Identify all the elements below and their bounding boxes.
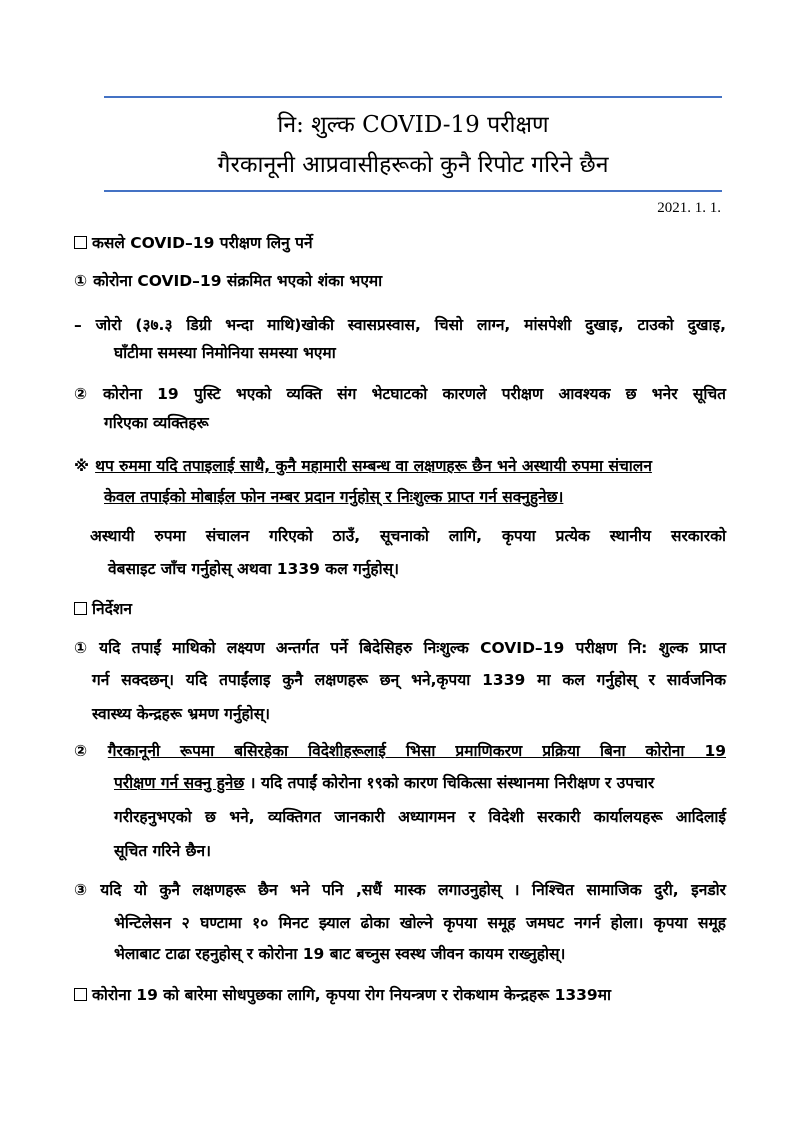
instruction-2-line-4: सूचित गरिने छैन। xyxy=(114,842,211,860)
who-item-2-line-1 xyxy=(74,383,726,405)
page-title: नि: शुल्क COVID-19 परीक्षण xyxy=(277,112,549,138)
instruction-2-line-1 xyxy=(74,740,726,762)
page-subtitle: गैरकानूनी आप्रवासीहरूको कुनै रिपोट गरिने छैन xyxy=(217,152,609,178)
instruction-3-line-3: भेलाबाट टाढा रहनुहोस् र कोरोना 19 बाट बच्नुस स्वस्थ जीवन कायम राख्नुहोस्। xyxy=(114,945,566,963)
instruction-3-line-1 xyxy=(74,879,726,901)
checkbox-square-icon xyxy=(74,236,87,249)
section-instructions-heading xyxy=(74,598,132,620)
symptoms-line-1: – जोरो (३७.३ डिग्री भन्दा माथि)खोकी स्वासप्रस्वास, चिसो लाग्न, मांसपेशी दुखाइ, टाउको दुखाइ, xyxy=(74,316,726,334)
note-text-2: केवल तपाईको मोबाईल फोन नम्बर प्रदान गर्नुहोस् र निःशुल्क प्राप्त गर्न सक्नुहुनेछ। xyxy=(104,488,564,506)
instruction-1-text-1: यदि तपाईं माथिको लक्ष्यण अन्तर्गत पर्ने बिदेसिहरु निःशुल्क COVID–19 परीक्षण नि: शुल्क प्राप्त xyxy=(99,639,726,657)
inquiry-line xyxy=(74,984,726,1006)
instruction-2-text-2: । यदि तपाईं कोरोना १९को कारण चिकित्सा संस्थानमा निरीक्षण र उपचार xyxy=(244,774,655,792)
temp-sites-line-2: वेबसाइट जाँच गर्नुहोस् अथवा 1339 कल गर्नुहोस्। xyxy=(108,560,400,578)
note-text-1: थप रुममा यदि तपाइलाई साथै, कुनै महामारी सम्बन्ध वा लक्षणहरू छैन भने अस्थायी रुपमा संचालन xyxy=(95,457,652,475)
who-item-2-line-2: गरिएका व्यक्तिहरू xyxy=(104,414,209,432)
section-who-heading-text: कसले COVID–19 परीक्षण लिनु पर्ने xyxy=(92,234,313,252)
checkbox-square-icon xyxy=(74,988,87,1001)
circled-one-icon: ① xyxy=(74,272,88,290)
temp-sites-line-1: अस्थायी रुपमा संचालन गरिएको ठाउँ, सूचनाको लागि, कृपया प्रत्येक स्थानीय सरकारको xyxy=(90,527,726,545)
reference-mark-icon: ※ xyxy=(74,457,90,475)
instruction-2-line-2 xyxy=(114,772,726,794)
circled-one-icon: ① xyxy=(74,639,94,657)
instruction-2-text-2-underlined: परीक्षण गर्न सक्नु हुनेछ xyxy=(114,774,245,792)
instruction-2-text-1: गैरकानूनी रूपमा बसिरहेका विदेशीहरूलाई भिसा प्रमाणिकरण प्रक्रिया बिना कोरोना 19 xyxy=(107,742,727,760)
note-line-2 xyxy=(104,486,563,508)
circled-two-icon: ② xyxy=(74,385,97,403)
instruction-1-line-2: गर्न सक्दछन्। यदि तपाईंलाइ कुनै लक्षणहरू छन् भने,कृपया 1339 मा कल गर्नुहोस् र सार्वजनिक xyxy=(92,671,726,689)
who-item-2-text-1: कोरोना 19 पुस्टि भएको व्यक्ति संग भेटघाटको कारणले परीक्षण आवश्यक छ भनेर सूचित xyxy=(102,385,727,403)
checkbox-square-icon xyxy=(74,602,87,615)
instruction-3-line-2: भेन्टिलेसन २ घण्टामा १० मिनट झ्याल ढोका खोल्ने कृपया समूह जमघट नगर्न होला। कृपया समूह xyxy=(114,914,726,932)
header-top-rule xyxy=(104,96,722,98)
section-who-heading xyxy=(74,232,313,254)
instruction-1-line-1 xyxy=(74,637,726,659)
circled-two-icon: ② xyxy=(74,742,102,760)
section-instructions-heading-text: निर्देशन xyxy=(92,600,132,618)
note-line-1 xyxy=(74,455,726,477)
inquiry-text: कोरोना 19 को बारेमा सोधपुछका लागि, कृपया रोग नियन्त्रण र रोकथाम केन्द्रहरू 1339मा xyxy=(92,986,611,1004)
symptoms-line-2: घाँटीमा समस्या निमोनिया समस्या भएमा xyxy=(114,344,336,362)
document-date: 2021. 1. 1. xyxy=(657,200,721,216)
who-item-1 xyxy=(74,270,382,292)
circled-three-icon: ③ xyxy=(74,881,95,899)
header-bottom-rule xyxy=(104,190,722,192)
instruction-3-text-1: यदि यो कुनै लक्षणहरू छैन भने पनि ,सधैं मास्क लगाउनुहोस् । निश्चित सामाजिक दुरी, इनडोर xyxy=(100,881,726,899)
instruction-2-line-3: गरीरहनुभएको छ भने, व्यक्तिगत जानकारी अध्यागमन र विदेशी सरकारी कार्यालयहरू आदिलाई xyxy=(114,808,726,826)
instruction-1-line-3: स्वास्थ्य केन्द्रहरू भ्रमण गर्नुहोस्। xyxy=(92,705,271,723)
who-item-1-text: कोरोना COVID–19 संक्रमित भएको शंका भएमा xyxy=(93,272,383,290)
